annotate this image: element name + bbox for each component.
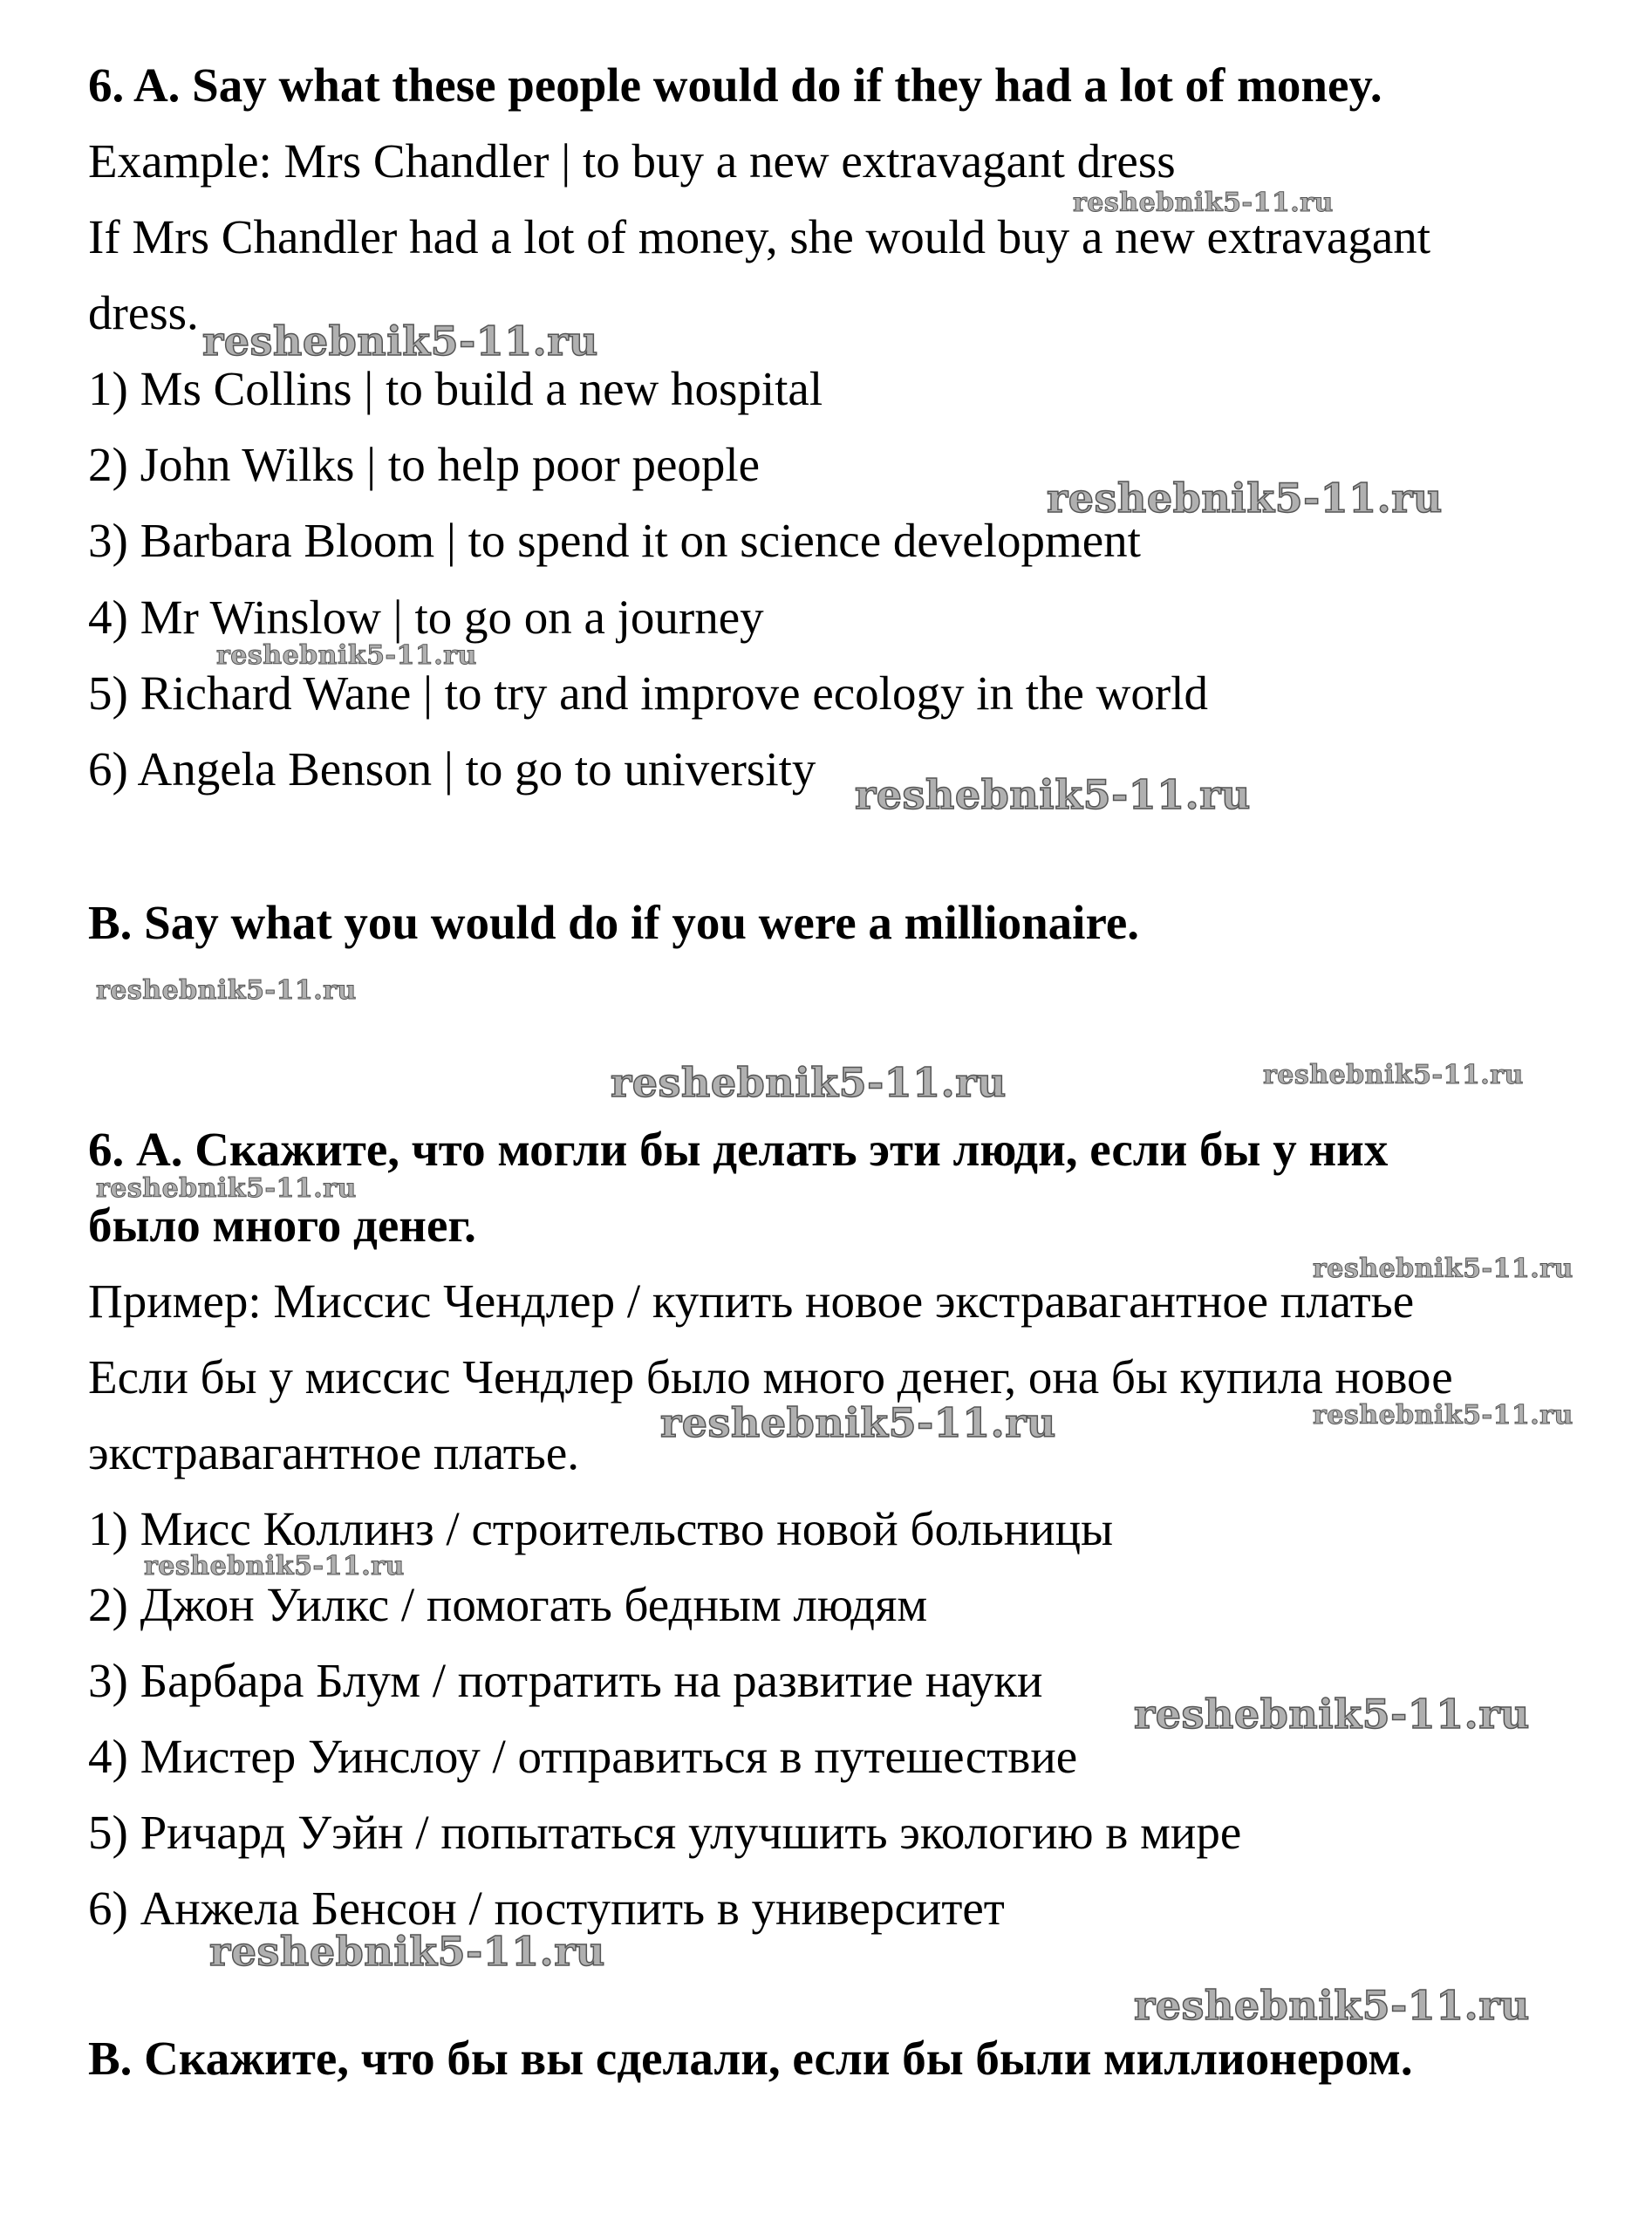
list-item: 4) Мистер Уинслоу / отправиться в путешествие [88, 1730, 1078, 1783]
list-item: 5) Ричард Уэйн / попытаться улучшить экологию в мире [88, 1806, 1242, 1859]
example-line-ru: Пример: Миссис Чендлер / купить новое экстравагантное платье [88, 1274, 1415, 1328]
list-item: 3) Barbara Bloom | to spend it on science development [88, 514, 1141, 567]
watermark: reshebnik5-11.ru [202, 318, 598, 365]
watermark: reshebnik5-11.ru [1073, 188, 1334, 218]
example-line-en: Example: Mrs Chandler | to buy a new extravagant dress [88, 134, 1176, 188]
watermark: reshebnik5-11.ru [1134, 1982, 1530, 2029]
watermark: reshebnik5-11.ru [1313, 1253, 1573, 1284]
answer-line-2-ru: экстравагантное платье. [88, 1426, 579, 1479]
watermark: reshebnik5-11.ru [1134, 1691, 1530, 1738]
watermark: reshebnik5-11.ru [1263, 1060, 1524, 1090]
list-item: 2) John Wilks | to help poor people [88, 438, 761, 491]
list-item: 4) Mr Winslow | to go on a journey [88, 591, 764, 644]
watermark: reshebnik5-11.ru [611, 1059, 1007, 1106]
task-b-heading-ru: B. Скажите, что бы вы сделали, если бы были миллионером. [88, 2032, 1413, 2085]
task-b-heading-en: B. Say what you would do if you were a millionaire. [88, 896, 1140, 949]
watermark: reshebnik5-11.ru [96, 975, 357, 1006]
task-a-heading-en: 6. A. Say what these people would do if they had a lot of money. [88, 58, 1382, 112]
list-item: 6) Анжела Бенсон / поступить в университет [88, 1882, 1005, 1935]
list-item: 2) Джон Уилкс / помогать бедным людям [88, 1578, 928, 1631]
list-item: 1) Ms Collins | to build a new hospital [88, 362, 823, 415]
answer-line-2-en: dress. [88, 286, 199, 339]
task-a-heading-ru-1: 6. А. Скажите, что могли бы делать эти люди, если бы у них [88, 1123, 1389, 1176]
answer-line-1-en: If Mrs Chandler had a lot of money, she would buy a new extravagant [88, 210, 1431, 263]
answer-line-1-ru: Если бы у миссис Чендлер было много денег, она бы купила новое [88, 1350, 1453, 1404]
list-item: 1) Мисс Коллинз / строительство новой больницы [88, 1502, 1114, 1555]
list-item: 6) Angela Benson | to go to university [88, 742, 816, 796]
list-item: 3) Барбара Блум / потратить на развитие науки [88, 1654, 1043, 1707]
watermark: reshebnik5-11.ru [855, 771, 1251, 818]
watermark: reshebnik5-11.ru [209, 1928, 605, 1975]
watermark: reshebnik5-11.ru [96, 1173, 357, 1204]
watermark: reshebnik5-11.ru [1047, 475, 1443, 522]
watermark: reshebnik5-11.ru [144, 1551, 405, 1581]
watermark: reshebnik5-11.ru [1313, 1400, 1573, 1431]
watermark: reshebnik5-11.ru [216, 640, 477, 671]
list-item: 5) Richard Wane | to try and improve ecology in the world [88, 666, 1208, 720]
task-a-heading-ru-2: было много денег. [88, 1199, 476, 1252]
watermark: reshebnik5-11.ru [660, 1399, 1056, 1446]
